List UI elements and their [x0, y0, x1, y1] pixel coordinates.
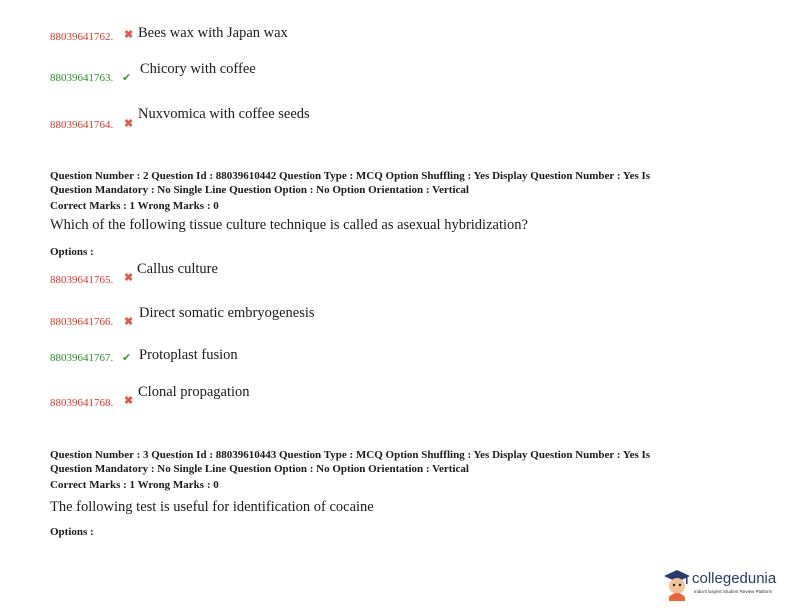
question-text: Which of the following tissue culture technique is called as asexual hybridization? — [50, 217, 528, 233]
question-meta-line: Question Number : 3 Question Id : 88039610443 Question Type : MCQ Option Shuffling : Yes Display Question Number : Yes Is — [50, 449, 651, 461]
question-text: The following test is useful for identification of cocaine — [50, 499, 374, 515]
option-id: 88039641765. — [50, 274, 114, 286]
option-text: Chicory with coffee — [140, 61, 256, 77]
option-text: Bees wax with Japan wax — [138, 25, 288, 41]
collegedunia-logo — [662, 565, 787, 605]
graduate-mascot-icon — [662, 567, 692, 601]
question-marks: Correct Marks : 1 Wrong Marks : 0 — [50, 200, 219, 212]
options-label: Options : — [50, 246, 94, 258]
check-icon: ✔ — [122, 72, 132, 84]
cross-icon: ✖ — [124, 395, 134, 407]
question-marks: Correct Marks : 1 Wrong Marks : 0 — [50, 479, 219, 491]
question-meta-line: Question Number : 2 Question Id : 88039610442 Question Type : MCQ Option Shuffling : Yes Display Question Number : Yes Is — [50, 170, 651, 182]
question-meta-line: Question Mandatory : No Single Line Question Option : No Option Orientation : Vertical — [50, 463, 469, 475]
option-id: 88039641762. — [50, 31, 114, 43]
option-text: Protoplast fusion — [139, 347, 238, 363]
question-meta — [50, 448, 730, 492]
logo-wordmark: collegedunia — [692, 570, 777, 587]
cross-icon: ✖ — [124, 118, 134, 130]
option-id: 88039641766. — [50, 316, 114, 328]
option-text: Nuxvomica with coffee seeds — [138, 106, 310, 122]
option-text: Callus culture — [137, 261, 218, 277]
option-text: Direct somatic embryogenesis — [139, 305, 315, 321]
option-id: 88039641767. — [50, 352, 114, 364]
cross-icon: ✖ — [124, 29, 134, 41]
option-id: 88039641764. — [50, 119, 114, 131]
option-text: Clonal propagation — [138, 384, 250, 400]
option-id: 88039641768. — [50, 397, 114, 409]
cross-icon: ✖ — [124, 272, 134, 284]
option-id: 88039641763. — [50, 72, 114, 84]
question-meta — [50, 169, 730, 213]
options-label: Options : — [50, 526, 94, 538]
check-icon: ✔ — [122, 352, 132, 364]
cross-icon: ✖ — [124, 316, 134, 328]
question-meta-line: Question Mandatory : No Single Line Question Option : No Option Orientation : Vertical — [50, 184, 469, 196]
logo-tagline: India's largest Student Review Platform — [694, 589, 773, 594]
